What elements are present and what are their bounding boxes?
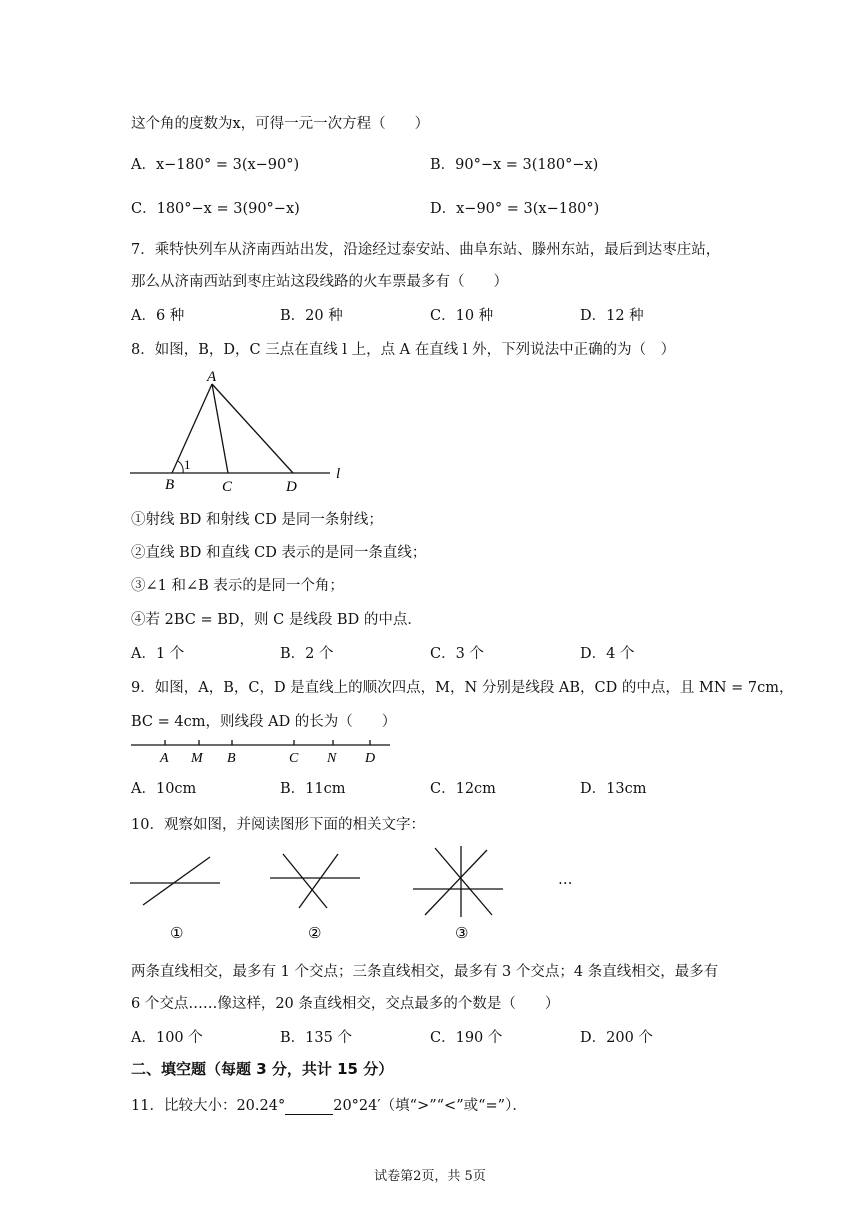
q10-label-1: ① <box>170 926 184 942</box>
q9-label-c: C <box>289 751 299 766</box>
q8-statement-2: ②直线 BD 和直线 CD 表示的是同一条直线； <box>131 545 427 561</box>
q10-stem: 10．观察如图，并阅读图形下面的相关文字： <box>131 817 425 833</box>
q9-label-n: N <box>327 751 337 766</box>
q6-option-c: C．180°−x = 3(90°−x) <box>131 201 300 217</box>
q8-statement-1: ①射线 BD 和射线 CD 是同一条射线； <box>131 512 383 528</box>
page-footer: 试卷第2页，共 5页 <box>374 1169 486 1184</box>
q9-number-line-figure <box>128 737 398 769</box>
q10-option-a: A．100 个 <box>131 1030 203 1046</box>
q11-answer-blank <box>285 1100 333 1115</box>
q11-suffix: 20°24′（填“>”“<”或“=”）． <box>333 1098 527 1114</box>
q10-figure-1 <box>125 850 225 945</box>
q10-figure-2 <box>265 850 370 945</box>
q6-stem: 这个角的度数为x，可得一元一次方程（ ） <box>131 116 430 132</box>
q7-line2: 那么从济南西站到枣庄站这段线路的火车票最多有（ ） <box>131 274 508 290</box>
q8-label-b: B <box>165 477 175 493</box>
q10-ellipsis: … <box>558 872 573 888</box>
q9-line2: BC = 4cm，则线段 AD 的长为（ ） <box>131 714 397 730</box>
q8-segment-ab <box>172 384 212 473</box>
q8-option-b: B．2 个 <box>280 646 334 662</box>
q10-line2: 6 个交点……像这样，20 条直线相交，交点最多的个数是（ ） <box>131 996 560 1012</box>
q10-option-d: D．200 个 <box>580 1030 653 1046</box>
q8-statement-3: ③∠1 和∠B 表示的是同一个角； <box>131 578 344 594</box>
q9-label-a: A <box>160 751 169 766</box>
q8-label-a: A <box>207 369 217 385</box>
q10-line1: 两条直线相交，最多有 1 个交点；三条直线相交，最多有 3 个交点；4 条直线相交，最多有 <box>131 964 719 980</box>
q8-label-angle-1: 1 <box>184 457 191 472</box>
q11-prefix: 11．比较大小：20.24° <box>131 1098 286 1114</box>
q9-label-d: D <box>365 751 376 766</box>
q9-line1: 9．如图，A，B，C，D 是直线上的顺次四点，M，N 分别是线段 AB，CD 的中点，且 MN = 7cm， <box>131 680 794 696</box>
q9-option-b: B．11cm <box>280 781 346 797</box>
q9-option-d: D．13cm <box>580 781 647 797</box>
q8-option-a: A．1 个 <box>131 646 185 662</box>
section-2-heading: 二、填空题（每题 3 分，共计 15 分） <box>131 1060 394 1078</box>
q10-option-b: B．135 个 <box>280 1030 352 1046</box>
q8-label-c: C <box>222 479 233 495</box>
q8-option-d: D．4 个 <box>580 646 635 662</box>
q10-figure-3 <box>408 842 508 945</box>
q9-label-b: B <box>227 751 236 766</box>
q7-option-b: B．20 种 <box>280 308 343 324</box>
q8-segment-ac <box>212 384 228 473</box>
q10-label-2: ② <box>308 926 322 942</box>
q7-option-a: A．6 种 <box>131 308 185 324</box>
q8-label-d: D <box>286 479 297 495</box>
q7-option-c: C．10 种 <box>430 308 494 324</box>
q10-option-c: C．190 个 <box>430 1030 503 1046</box>
q6-option-a: A．x−180° = 3(x−90°) <box>131 157 300 173</box>
q10-label-3: ③ <box>455 926 469 942</box>
q6-option-b: B．90°−x = 3(180°−x) <box>430 157 599 173</box>
q8-label-l: l <box>336 466 341 482</box>
q6-option-d: D．x−90° = 3(x−180°) <box>430 201 600 217</box>
q8-stem: 8．如图，B，D，C 三点在直线 l 上，点 A 在直线 l 外，下列说法中正确的为（ ） <box>131 342 676 358</box>
q8-segment-ad <box>212 384 293 473</box>
q8-triangle-figure <box>125 365 355 495</box>
q8-statement-4: ④若 2BC = BD，则 C 是线段 BD 的中点． <box>131 612 422 628</box>
q8-angle-arc <box>178 461 183 473</box>
q7-option-d: D．12 种 <box>580 308 644 324</box>
q7-line1: 7．乘特快列车从济南西站出发，沿途经过泰安站、曲阜东站、滕州东站，最后到达枣庄站， <box>131 242 721 258</box>
q9-label-m: M <box>191 751 203 766</box>
q9-option-a: A．10cm <box>131 781 197 797</box>
q8-option-c: C．3 个 <box>430 646 484 662</box>
q9-option-c: C．12cm <box>430 781 496 797</box>
q11-line <box>131 1094 527 1115</box>
